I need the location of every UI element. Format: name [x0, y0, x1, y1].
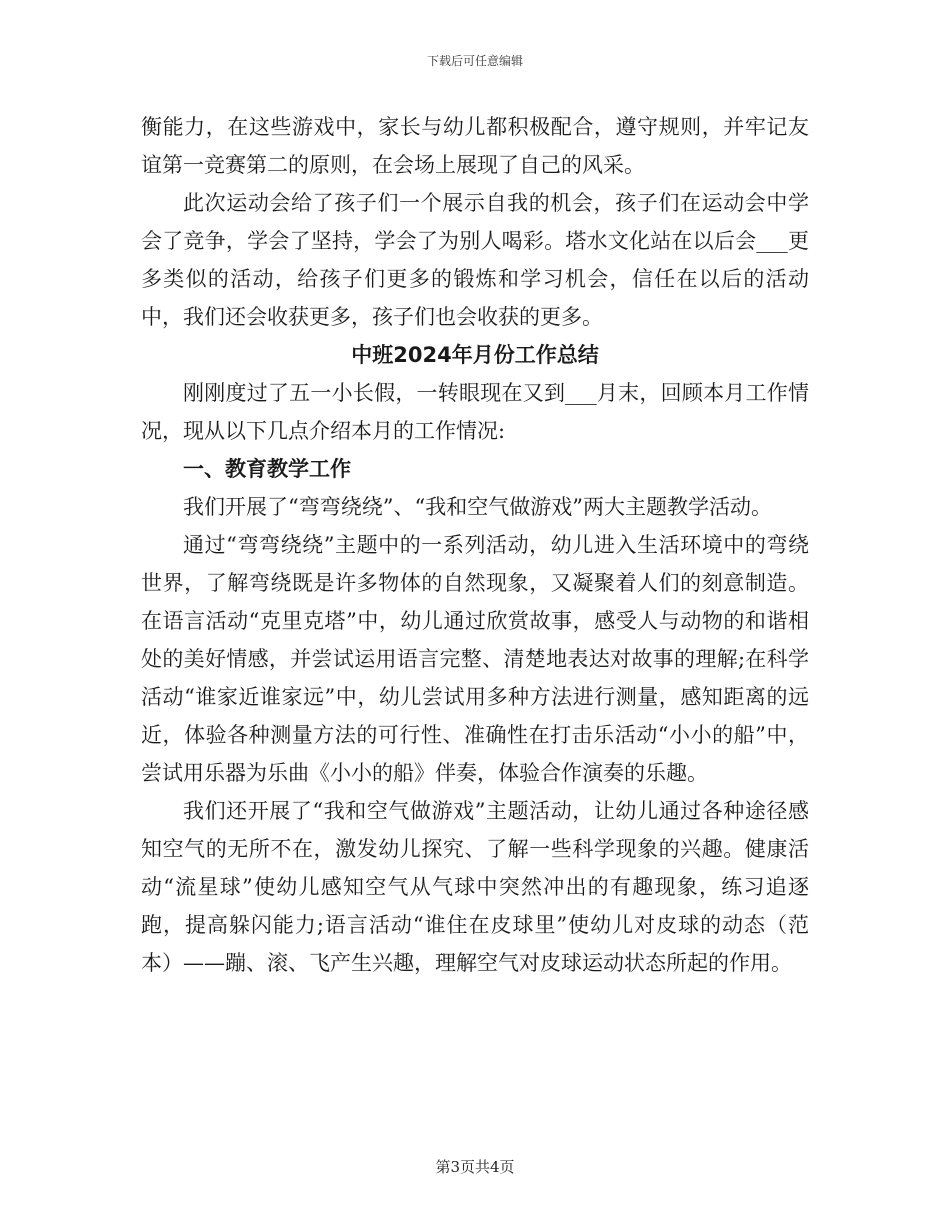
paragraph-continued: 衡能力，在这些游戏中，家长与幼儿都积极配合，遵守规则，并牢记友谊第一竞赛第二的原则，在会场上展现了自己的风采。: [141, 115, 809, 177]
page-number: 第3页共4页: [435, 1158, 515, 1176]
paragraph-themes: 我们开展了“弯弯绕绕”、“我和空气做游戏”两大主题教学活动。: [183, 495, 772, 519]
paragraph-wanwan-raorao: 通过“弯弯绕绕”主题中的一系列活动，幼儿进入生活环境中的弯绕世界，了解弯绕既是许多物体的自然现象，又凝聚着人们的刻意制造。在语言活动“克里克塔”中，幼儿通过欣赏故事，感受人与动物的和谐相处的美好情感，并尝试运用语言完整、清楚地表达对故事的理解;在科学活动“谁家近谁家远”中，幼儿尝试用多种方法进行测量，感知距离的远近，体验各种测量方法的可行性、准确性在打击乐活动“小小的船”中，尝试用乐器为乐曲《小小的船》伴奏，体验合作演奏的乐趣。: [141, 533, 809, 785]
paragraph-event-summary: 此次运动会给了孩子们一个展示自我的机会，孩子们在运动会中学会了竞争，学会了坚持，学会了为别人喝彩。塔水文化站在以后会___更多类似的活动，给孩子们更多的锻炼和学习机会，信任在以后的活动中，我们还会收获更多，孩子们也会收获的更多。: [141, 191, 809, 329]
document-body: [141, 108, 809, 982]
paragraph-air-games: 我们还开展了“我和空气做游戏”主题活动，让幼儿通过各种途径感知空气的无所不在，激发幼儿探究、了解一些科学现象的兴趣。健康活动“流星球”使幼儿感知空气从气球中突然冲出的有趣现象，练习追逐跑，提高躲闪能力;语言活动“谁住在皮球里”使幼儿对皮球的动态（范本）——蹦、滚、飞产生兴趣，理解空气对皮球运动状态所起的作用。: [141, 799, 809, 975]
document-title: 中班2024年月份工作总结: [351, 343, 599, 367]
section-heading-education: 一、教育教学工作: [183, 457, 351, 481]
page-header: 下载后可任意编辑: [426, 54, 523, 68]
paragraph-intro: 刚刚度过了五一小长假，一转眼现在又到___月末，回顾本月工作情况，现从以下几点介绍本月的工作情况:: [141, 381, 809, 443]
